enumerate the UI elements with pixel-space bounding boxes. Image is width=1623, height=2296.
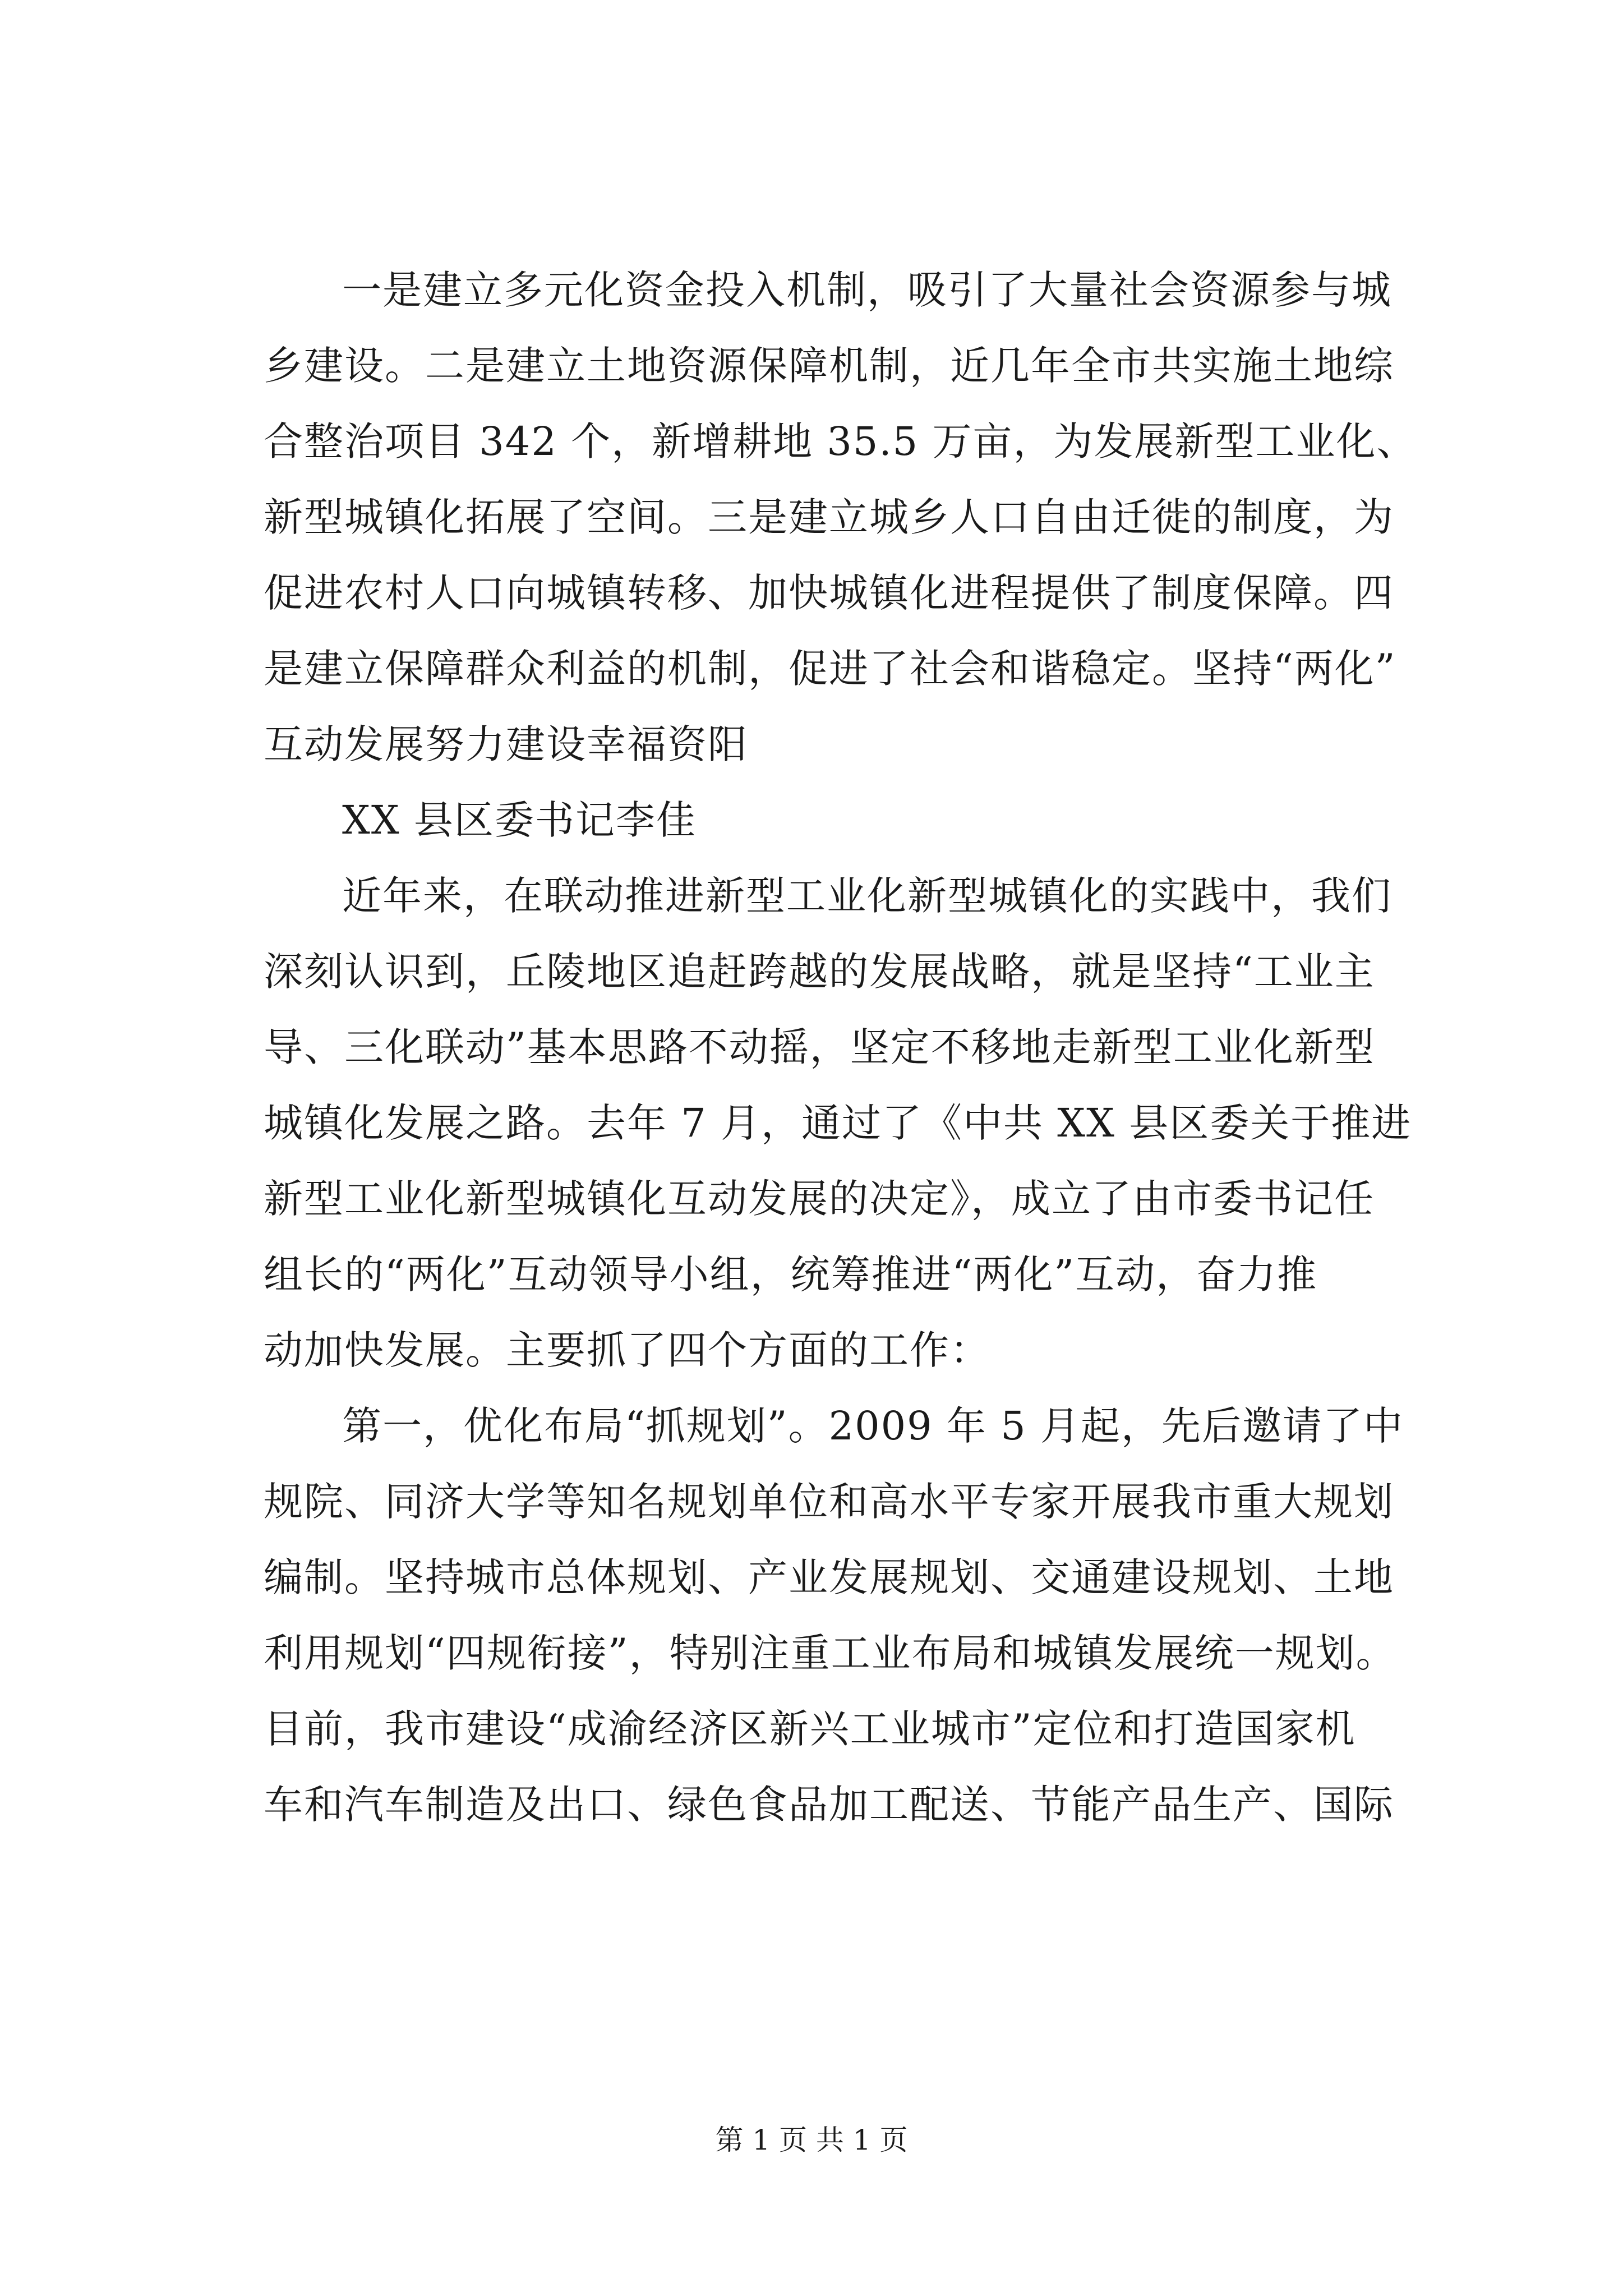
text-line: 合整治项目 342 个，新增耕地 35.5 万亩，为发展新型工业化、	[264, 418, 1417, 464]
text-line: 近年来，在联动推进新型工业化新型城镇化的实践中，我们	[342, 873, 1392, 919]
author-line: XX 县区委书记李佳	[342, 797, 697, 843]
text-line: 互动发展努力建设幸福资阳	[264, 721, 748, 767]
text-line: 目前，我市建设“成渝经济区新兴工业城市”定位和打造国家机	[264, 1706, 1356, 1752]
text-line: 车和汽车制造及出口、绿色食品加工配送、节能产品生产、国际	[264, 1782, 1394, 1828]
text-line: 组长的“两化”互动领导小组，统筹推进“两化”互动，奋力推	[264, 1251, 1318, 1297]
text-line: 导、三化联动”基本思路不动摇，坚定不移地走新型工业化新型	[264, 1024, 1375, 1070]
document-body	[264, 252, 1427, 1843]
text-line: 一是建立多元化资金投入机制，吸引了大量社会资源参与城	[342, 267, 1392, 313]
page-number: 第 1 页 共 1 页	[715, 2124, 908, 2156]
text-line: 规院、同济大学等知名规划单位和高水平专家开展我市重大规划	[264, 1479, 1394, 1525]
text-line: 深刻认识到，丘陵地区追赶跨越的发展战略，就是坚持“工业主	[264, 949, 1375, 995]
page-footer	[0, 2120, 1623, 2160]
text-line: 编制。坚持城市总体规划、产业发展规划、交通建设规划、土地	[264, 1554, 1394, 1600]
text-line: 促进农村人口向城镇转移、加快城镇化进程提供了制度保障。四	[264, 570, 1394, 616]
text-line: 新型城镇化拓展了空间。三是建立城乡人口自由迁徙的制度，为	[264, 494, 1394, 540]
text-line: 城镇化发展之路。去年 7 月，通过了《中共 XX 县区委关于推进	[264, 1100, 1412, 1146]
text-line: 是建立保障群众利益的机制，促进了社会和谐稳定。坚持“两化”	[264, 646, 1396, 692]
text-line: 第一，优化布局“抓规划”。2009 年 5 月起，先后邀请了中	[342, 1403, 1404, 1449]
text-line: 动加快发展。主要抓了四个方面的工作：	[264, 1327, 990, 1373]
text-line: 乡建设。二是建立土地资源保障机制，近几年全市共实施土地综	[264, 343, 1394, 389]
text-line: 利用规划“四规衔接”，特别注重工业布局和城镇发展统一规划。	[264, 1630, 1396, 1676]
text-line: 新型工业化新型城镇化互动发展的决定》，成立了由市委书记任	[264, 1176, 1375, 1222]
